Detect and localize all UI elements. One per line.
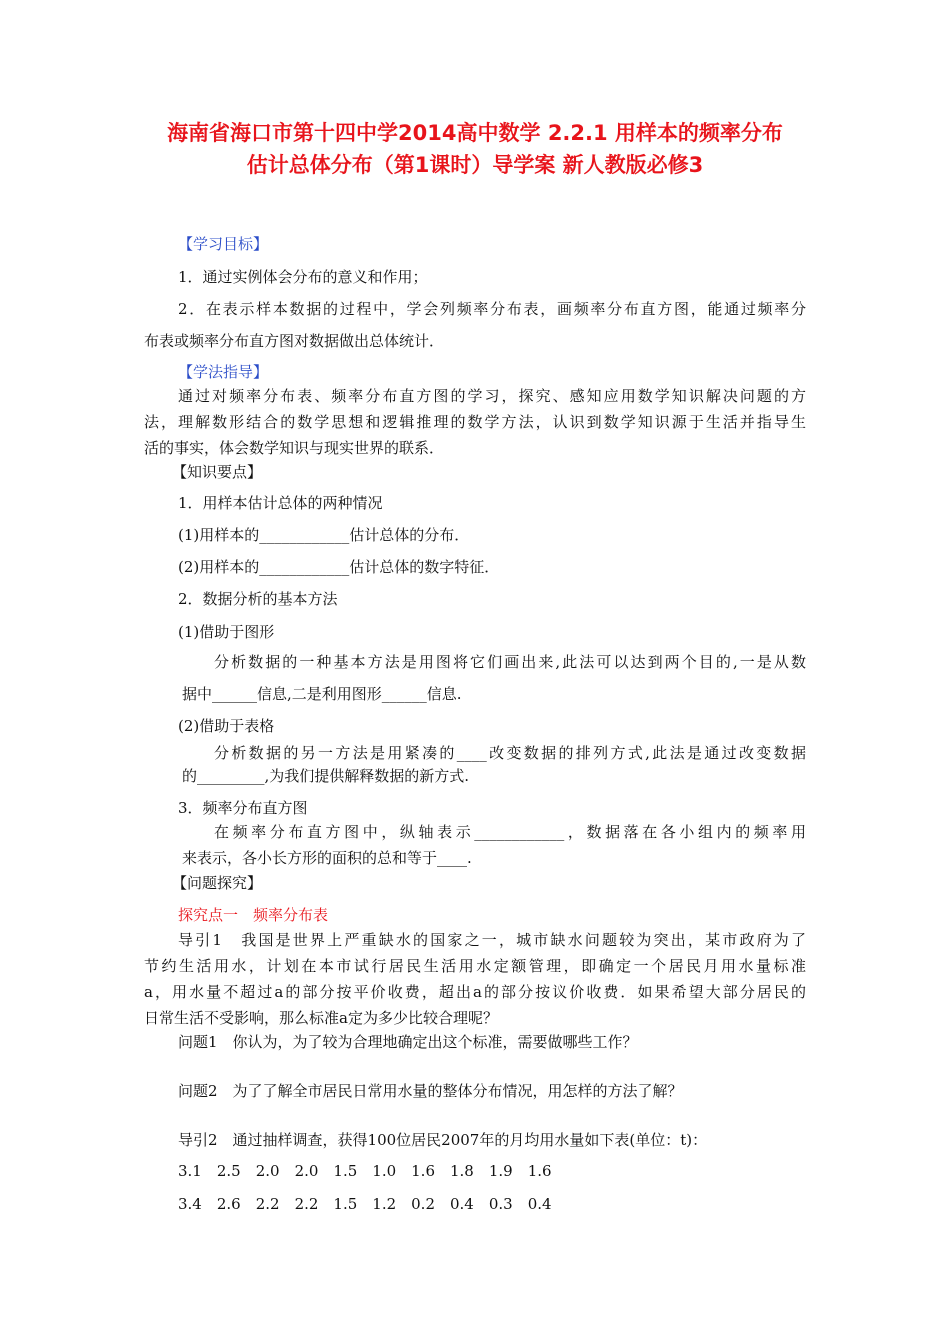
knowledge-3-paragraph-line2: 来表示，各小长方形的面积的总和等于____.: [182, 849, 472, 867]
guide-1-line4: 日常生活不受影响，那么标准a定为多少比较合理呢？: [144, 1009, 498, 1027]
explore-point-1: 探究点一 频率分布表: [178, 906, 329, 924]
goal-item-1: 1．通过实例体会分布的意义和作用；: [178, 268, 428, 286]
knowledge-section-1: 1．用样本估计总体的两种情况: [178, 494, 383, 512]
method-heading: 【学法指导】: [178, 363, 269, 381]
method-paragraph-line3: 活的事实，体会数学知识与现实世界的联系．: [144, 439, 445, 457]
knowledge-section-2b: (2)借助于表格: [178, 717, 275, 735]
data-row-2: 3.4 2.6 2.2 2.2 1.5 1.2 0.2 0.4 0.3 0.4: [178, 1195, 552, 1213]
knowledge-section-1b: (2)用样本的____________估计总体的数字特征．: [178, 558, 500, 576]
goal-item-2-line2: 布表或频率分布直方图对数据做出总体统计．: [144, 332, 445, 350]
knowledge-2b-paragraph-line1: 分析数据的另一方法是用紧凑的____改变数据的排列方式,此法是通过改变数据: [214, 744, 806, 762]
knowledge-section-3: 3．频率分布直方图: [178, 799, 308, 817]
method-paragraph-line1: 通过对频率分布表、频率分布直方图的学习，探究、感知应用数学知识解决问题的方: [178, 387, 806, 405]
knowledge-section-2a: (1)借助于图形: [178, 623, 275, 641]
knowledge-2a-paragraph-line1: 分析数据的一种基本方法是用图将它们画出来,此法可以达到两个目的,一是从数: [214, 653, 806, 671]
knowledge-3-paragraph-line1: 在频率分布直方图中，纵轴表示____________，数据落在各小组内的频率用: [214, 823, 806, 841]
guide-2: 导引2 通过抽样调查，获得100位居民2007年的月均用水量如下表(单位：t)：: [178, 1131, 708, 1149]
goals-heading: 【学习目标】: [178, 235, 269, 253]
guide-1-line3: a，用水量不超过a的部分按平价收费，超出a的部分按议价收费．如果希望大部分居民的: [144, 983, 806, 1001]
document-title-line2: 估计总体分布（第1课时）导学案 新人教版必修3: [246, 153, 704, 177]
knowledge-2a-paragraph-line2: 据中______信息,二是利用图形______信息.: [182, 685, 462, 703]
explore-heading: 【问题探究】: [172, 874, 263, 892]
question-2: 问题2 为了了解全市居民日常用水量的整体分布情况，用怎样的方法了解？: [178, 1082, 683, 1100]
knowledge-section-1a: (1)用样本的____________估计总体的分布．: [178, 526, 470, 544]
guide-1-line1: 导引1 我国是世界上严重缺水的国家之一，城市缺水问题较为突出，某市政府为了: [178, 931, 806, 949]
knowledge-heading: 【知识要点】: [172, 463, 263, 481]
knowledge-section-2: 2．数据分析的基本方法: [178, 590, 338, 608]
guide-1-line2: 节约生活用水，计划在本市试行居民生活用水定额管理，即确定一个居民月用水量标准: [144, 957, 806, 975]
question-1: 问题1 你认为，为了较为合理地确定出这个标准，需要做哪些工作？: [178, 1033, 638, 1051]
method-paragraph-line2: 法，理解数形结合的数学思想和逻辑推理的数学方法，认识到数学知识源于生活并指导生: [144, 413, 806, 431]
document-title-line1: 海南省海口市第十四中学2014高中数学 2.2.1 用样本的频率分布: [167, 121, 783, 145]
data-row-1: 3.1 2.5 2.0 2.0 1.5 1.0 1.6 1.8 1.9 1.6: [178, 1162, 552, 1180]
knowledge-2b-paragraph-line2: 的_________,为我们提供解释数据的新方式.: [182, 767, 470, 785]
goal-item-2-line1: 2．在表示样本数据的过程中，学会列频率分布表，画频率分布直方图，能通过频率分: [178, 300, 806, 318]
